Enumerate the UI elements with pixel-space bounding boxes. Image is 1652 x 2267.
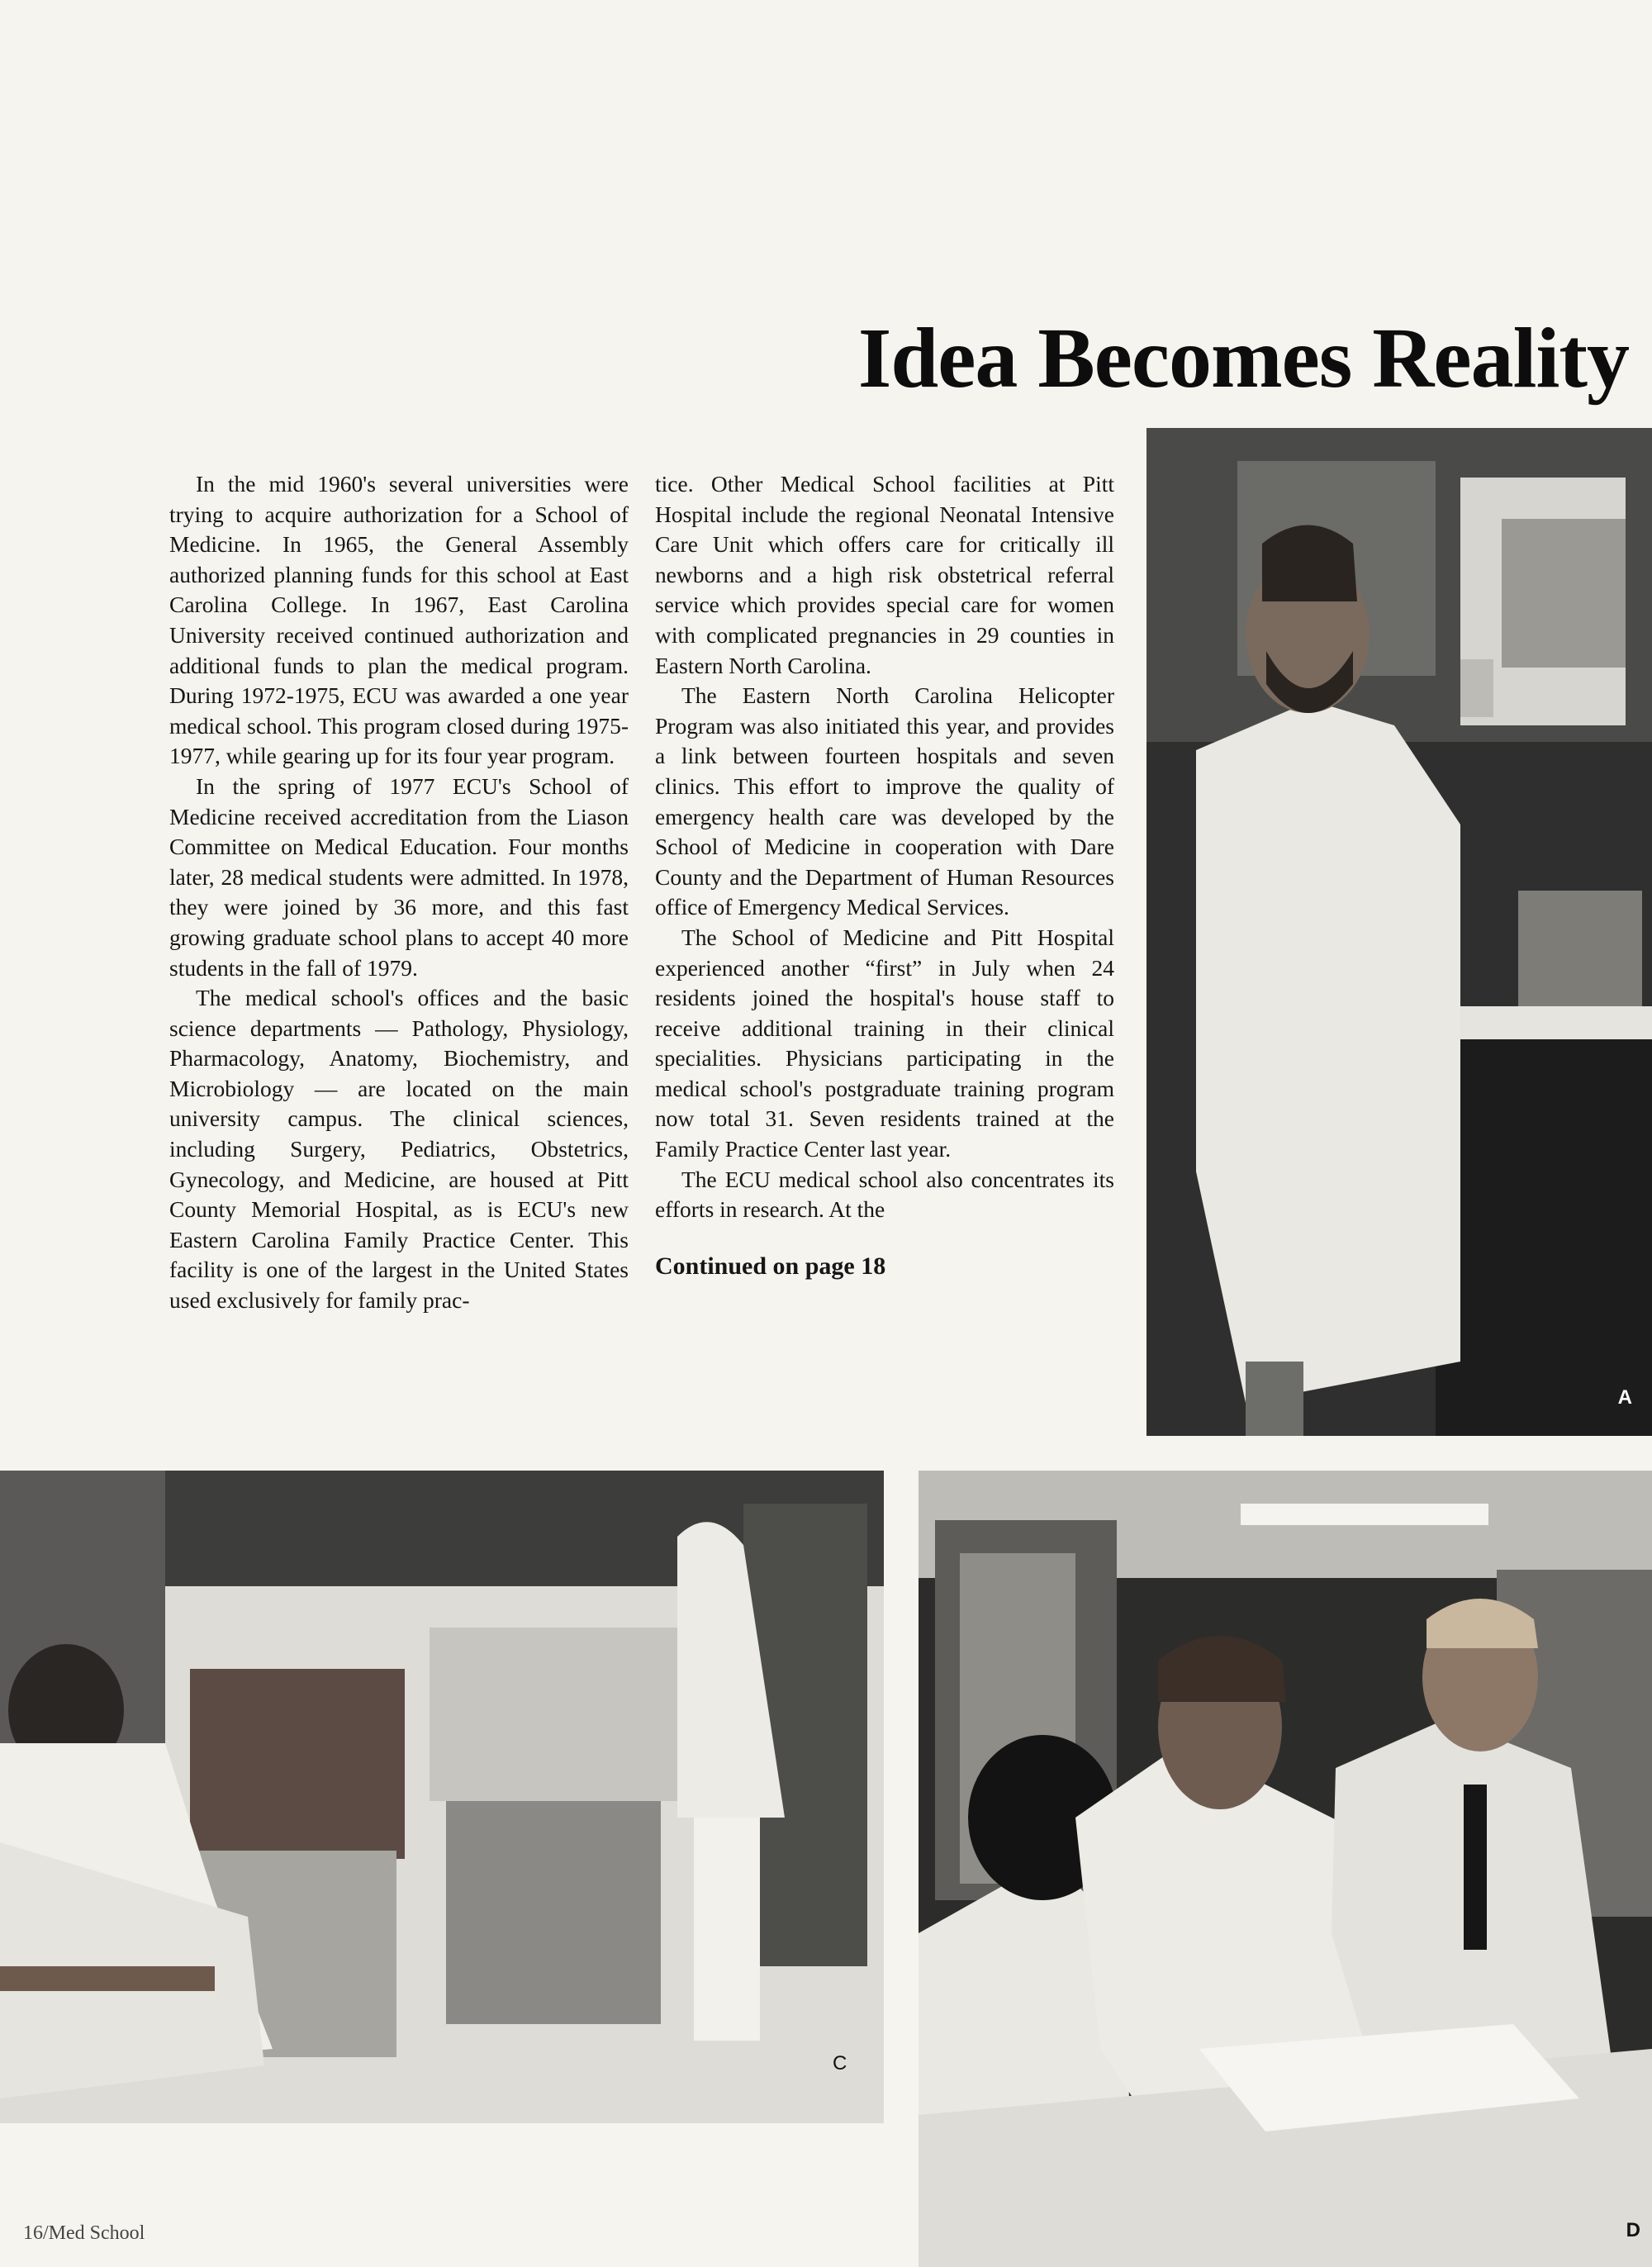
- photo-neonatal-unit-icon: [0, 1471, 884, 2123]
- photo-neonatal-unit: [0, 1471, 884, 2123]
- paragraph: tice. Other Medical School facilities at Pitt Hospital include the regional Neonatal Intensive Care Unit which offers care for critically ill newborns and a high risk obstetrical referral service which provides special care for women with complicated pregnancies in 29 counties in Eastern North Carolina.: [655, 471, 1114, 678]
- paragraph: The ECU medical school also concentrates its efforts in research. At the: [655, 1166, 1114, 1223]
- photo-letter-a: A: [1617, 1386, 1632, 1409]
- continued-line: Continued on page 18: [655, 1252, 886, 1280]
- photo-physicians-reviewing-chart-icon: [919, 1471, 1652, 2267]
- article-column-1: [169, 469, 629, 1316]
- headline: Idea Becomes Reality: [857, 311, 1629, 406]
- paragraph: The School of Medicine and Pitt Hospital experienced another “first” in July when 24 residents joined the hospital's house staff to receive additional training in their clinical specialities. Physicians participating in the medical school's postgraduate training program now total 31. Seven residents trained at the Family Practice Center last year.: [655, 924, 1114, 1162]
- photo-physicians-reviewing-chart: [919, 1471, 1652, 2267]
- article-column-2: [655, 469, 1114, 1281]
- paragraph: The medical school's offices and the basic science departments — Pathology, Physiology, Pharmacology, Anatomy, Biochemistry, and Microbiology — are located on the main university campus. The clinical sciences, including Surgery, Pediatrics, Obstetrics, Gynecology, and Medicine, are housed at Pitt County Memorial Hospital, as is ECU's new Eastern Carolina Family Practice Center. This facility is one of the largest in the United States used exclusively for family prac-: [169, 985, 629, 1314]
- paragraph: The Eastern North Carolina Helicopter Program was also initiated this year, and provides a link between fourteen hospitals and seven clinics. This effort to improve the quality of emergency health care was developed by the School of Medicine in cooperation with Dare County and the Department of Human Resources office of Emergency Medical Services.: [655, 682, 1114, 920]
- page-folio: 16/Med School: [23, 2222, 145, 2244]
- photo-letter-c: C: [833, 2052, 847, 2075]
- paragraph: In the mid 1960's several universities were trying to acquire authorization for a School of Medicine. In 1965, the General Assembly authorized planning funds for this school at East Carolina College. In 1967, East Carolina University received continued authorization and additional funds to plan the medical program. During 1972-1975, ECU was awarded a one year medical school. This program closed during 1975-1977, while gearing up for its four year program.: [169, 471, 629, 769]
- photo-lab-researcher-icon: [1146, 428, 1652, 1436]
- photo-lab-researcher: [1146, 428, 1652, 1436]
- paragraph: In the spring of 1977 ECU's School of Medicine received accreditation from the Liason Committee on Medical Education. Four months later, 28 medical students were admitted. In 1978, they were joined by 36 more, and this fast growing graduate school plans to accept 40 more students in the fall of 1979.: [169, 772, 629, 981]
- photo-letter-d: D: [1626, 2219, 1640, 2241]
